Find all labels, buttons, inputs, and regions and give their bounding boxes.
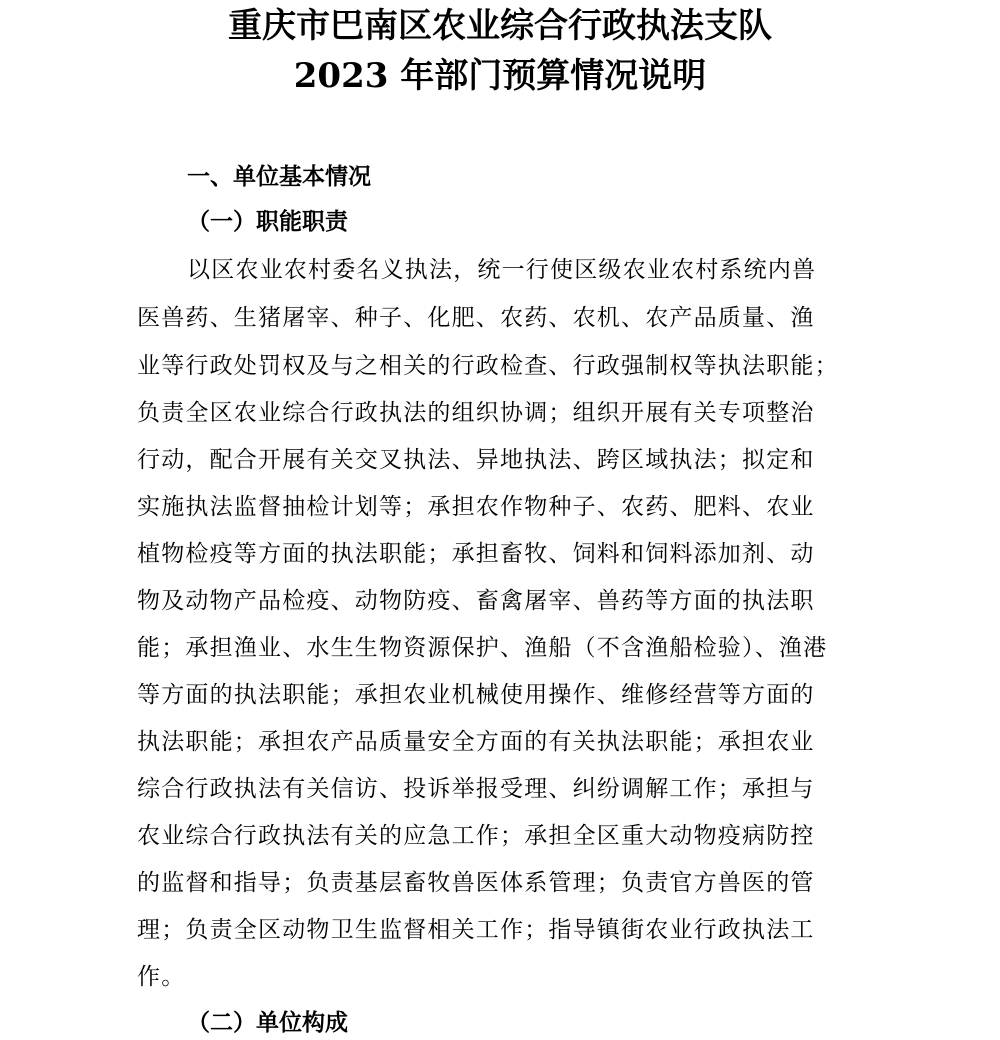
subsection-heading-composition: （二）单位构成 xyxy=(187,1009,348,1036)
paragraph-line: 业等行政处罚权及与之相关的行政检查、行政强制权等执法职能； xyxy=(137,353,839,379)
paragraph-line: 农业综合行政执法有关的应急工作；承担全区重大动物疫病防控 xyxy=(137,823,815,849)
paragraph-line: 以区农业农村委名义执法，统一行使区级农业农村系统内兽 xyxy=(187,257,817,283)
paragraph-line: 能；承担渔业、水生生物资源保护、渔船（不含渔船检验）、渔港 xyxy=(137,635,828,661)
paragraph-line: 植物检疫等方面的执法职能；承担畜牧、饲料和饲料添加剂、动 xyxy=(137,541,815,567)
paragraph-line: 医兽药、生猪屠宰、种子、化肥、农药、农机、农产品质量、渔 xyxy=(137,305,815,331)
section-heading-basic-info: 一、单位基本情况 xyxy=(187,164,371,190)
paragraph-line: 行动，配合开展有关交叉执法、异地执法、跨区域执法；拟定和 xyxy=(137,447,815,473)
paragraph-line: 理；负责全区动物卫生监督相关工作；指导镇街农业行政执法工 xyxy=(137,917,815,943)
paragraph-line: 综合行政执法有关信访、投诉举报受理、纠纷调解工作；承担与 xyxy=(137,776,815,802)
paragraph-line: 物及动物产品检疫、动物防疫、畜禽屠宰、兽药等方面的执法职 xyxy=(137,588,815,614)
document-title-line-1: 重庆市巴南区农业综合行政执法支队 xyxy=(228,6,772,46)
paragraph-line: 的监督和指导；负责基层畜牧兽医体系管理；负责官方兽医的管 xyxy=(137,870,815,896)
subsection-heading-functions: （一）职能职责 xyxy=(187,208,348,235)
paragraph-line: 负责全区农业综合行政执法的组织协调；组织开展有关专项整治 xyxy=(137,400,815,426)
paragraph-line: 执法职能；承担农产品质量安全方面的有关执法职能；承担农业 xyxy=(137,729,815,755)
paragraph-line: 等方面的执法职能；承担农业机械使用操作、维修经营等方面的 xyxy=(137,682,815,708)
paragraph-line: 作。 xyxy=(137,964,186,990)
paragraph-line: 实施执法监督抽检计划等；承担农作物种子、农药、肥料、农业 xyxy=(137,494,815,520)
document-title-line-2: 2023 年部门预算情况说明 xyxy=(293,56,707,96)
